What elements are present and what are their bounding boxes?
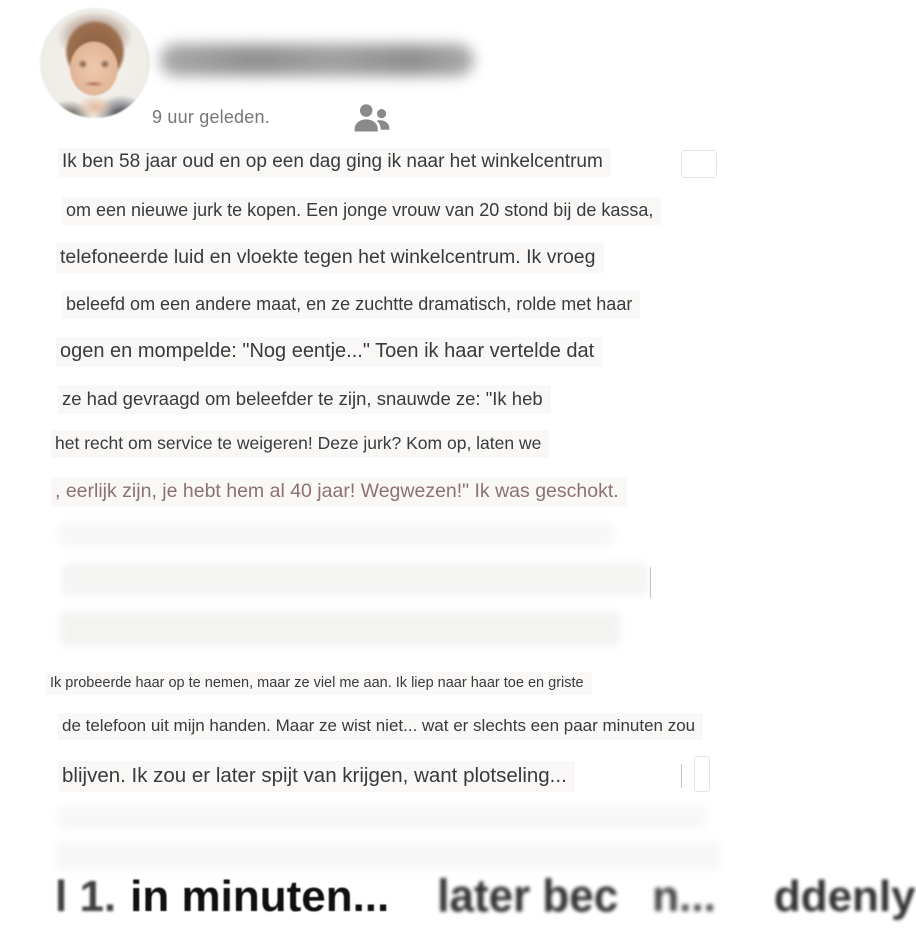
headline-fragment: later bec: [437, 870, 619, 923]
headline-fragment: n...: [652, 872, 716, 921]
post-timestamp[interactable]: 9 uur geleden.: [152, 107, 270, 127]
story-line: om een nieuwe jurk te kopen. Een jonge vrouw van 20 stond bij de kassa,: [62, 197, 661, 225]
redacted-text-line: [62, 563, 648, 595]
redacted-text-line: [60, 612, 620, 646]
story-line-highlight: , eerlijk zijn, je hebt hem al 40 jaar! Wegwezen!" Ik was geschokt.: [51, 477, 627, 507]
redacted-text-line: [58, 523, 614, 547]
redacted-text-line: [56, 843, 720, 869]
headline-fragment: l 1.: [55, 872, 117, 921]
username-blurred[interactable]: [160, 44, 474, 76]
story-line: blijven. Ik zou er later spijt van krijgen, want plotseling...: [58, 761, 575, 792]
artifact-line: [681, 764, 682, 788]
bottom-headline: [55, 870, 916, 932]
story-line: Ik probeerde haar op te nemen, maar ze viel me aan. Ik liep naar haar toe en griste: [46, 672, 592, 695]
story-line: het recht om service te weigeren! Deze jurk? Kom op, laten we: [51, 430, 549, 458]
story-line: de telefoon uit mijn handen. Maar ze wist niet... wat er slechts een paar minuten zou: [58, 713, 703, 740]
story-line: ogen en mompelde: "Nog eentje..." Toen ik haar vertelde dat: [56, 337, 602, 367]
story-line: telefoneerde luid en vloekte tegen het winkelcentrum. Ik vroeg: [56, 243, 604, 273]
story-line: ze had gevraagd om beleefder te zijn, snauwde ze: "Ik heb: [58, 385, 551, 414]
headline-fragment: in minuten...: [130, 872, 390, 921]
story-line: Ik ben 58 jaar oud en op een dag ging ik naar het winkelcentrum: [58, 148, 611, 177]
artifact-box: [694, 756, 710, 792]
friends-privacy-icon: [352, 102, 392, 134]
artifact-box: [681, 150, 717, 178]
redacted-text-line: [58, 806, 706, 828]
headline-fragment: ddenly: [773, 872, 916, 921]
story-line: beleefd om een andere maat, en ze zuchtte dramatisch, rolde met haar: [62, 291, 640, 319]
profile-avatar[interactable]: [40, 8, 150, 118]
artifact-line: [650, 567, 651, 598]
